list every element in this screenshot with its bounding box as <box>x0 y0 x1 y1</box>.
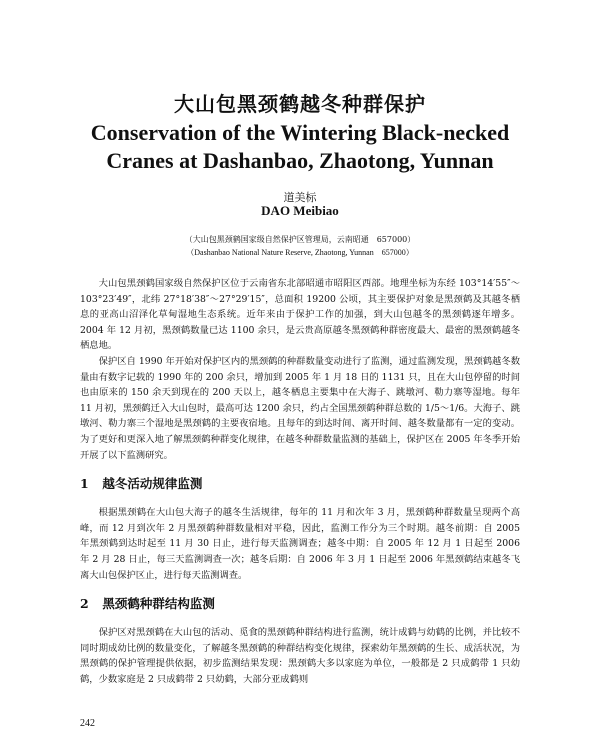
section-2-heading <box>80 595 520 613</box>
page-number: 242 <box>80 718 95 729</box>
title-chinese: 大山包黑颈鹤越冬种群保护 <box>174 92 426 116</box>
affiliation-english: （Dashanbao National Nature Reserve, Zhaotong, Yunnan 657000） <box>186 248 414 257</box>
section-1-number: 1 <box>80 476 89 492</box>
section-1-title: 越冬活动规律监测 <box>102 476 203 492</box>
section-2-title: 黑颈鹤种群结构监测 <box>102 596 215 612</box>
title-english-line-1: Conservation of the Wintering Black-necked <box>90 120 510 145</box>
affiliation-chinese: （大山包黑颈鹤国家级自然保护区管理局，云南昭通 657000） <box>184 235 416 244</box>
section-2-paragraph-1: 保护区对黑颈鹤在大山包的活动、觅食的黑颈鹤种群结构进行监测，统计成鹤与幼鹤的比例，并比较不同时期成幼比例的数量变化，了解越冬黑颈鹤的种群结构变化规律，探索幼年黑颈鹤的生长、成活状况，为黑颈鹤的保护管理提供依据，初步监测结果发现：黑颈鹤大多以家庭为单位，一般都是 2 只成鹤带 1 只幼鹤，少数家庭是 2 只成鹤带 2 只幼鹤，大部分亚成鹤则 <box>80 627 520 685</box>
title-english-line-2: Cranes at Dashanbao, Zhaotong, Yunnan <box>106 148 494 173</box>
author-english: DAO Meibiao <box>261 203 339 218</box>
intro-paragraph-2: 保护区自 1990 年开始对保护区内的黑颈鹤的种群数量变动进行了监测，通过监测发现，黑颈鹤越冬数量由有数字记载的 1990 年的 200 余只，增加到 2005 年 1 月 18 日的 1131 只，且在大山包停留的时间也由原来的 150 余天到现在的 200 天以上，越冬栖息主要集中在大海子、跳墩河、勒力寨等湿地。每年 11 月初，黑颈鹤迁入大山包时，最高可达 1200 余只，约占全国黑颈鹤种群总数的 1/5～1/6。大海子、跳墩河、勒力寨三个湿地是黑颈鹤的主要夜宿地。且每年的到达时间、离开时间、越冬数量都有一定的变动。为了更好和更深入地了解黑颈鹤种群变化规律，在越冬种群数量监测的基础上，保护区在 2005 年冬季开始开展了以下监测研究。 <box>80 355 520 461</box>
author-chinese: 道美标 <box>283 191 317 204</box>
intro-paragraph-1: 大山包黑颈鹤国家级自然保护区位于云南省东北部昭通市昭阳区西部。地理坐标为东经 103°14′55″～103°23′49″，北纬 27°18′38″～27°29′15″，总面积 19200 公顷，其主要保护对象是黑颈鹤及其越冬栖息的亚高山沼泽化草甸湿地生态系统。近年来由于保护工作的加强，到大山包越冬的黑颈鹤逐年增多。2004 年 12 月初，黑颈鹤数量已达 1100 余只，是云贵高原越冬黑颈鹤种群密度最大、最密的黑颈鹤越冬栖息地。 <box>80 278 520 352</box>
section-2-number: 2 <box>80 596 89 612</box>
section-1-paragraph-1: 根据黑颈鹤在大山包大海子的越冬生活规律，每年的 11 月和次年 3 月，黑颈鹤种群数量呈现两个高峰，而 12 月到次年 2 月黑颈鹤种群数量相对平稳，因此，监测工作分为三个时期。越冬前期：自 2005 年黑颈鹤到达时起至 11 月 30 日止，进行每天监测调查；越冬中期：自 2005 年 12 月 1 日起至 2006 年 2 月 28 日止，每三天监测调查一次；越冬后期：自 2006 年 3 月 1 日起至 2006 年黑颈鹤结束越冬飞离大山包保护区止，进行每天监测调查。 <box>80 507 520 581</box>
section-1-heading <box>80 475 520 493</box>
article-body <box>80 276 520 687</box>
